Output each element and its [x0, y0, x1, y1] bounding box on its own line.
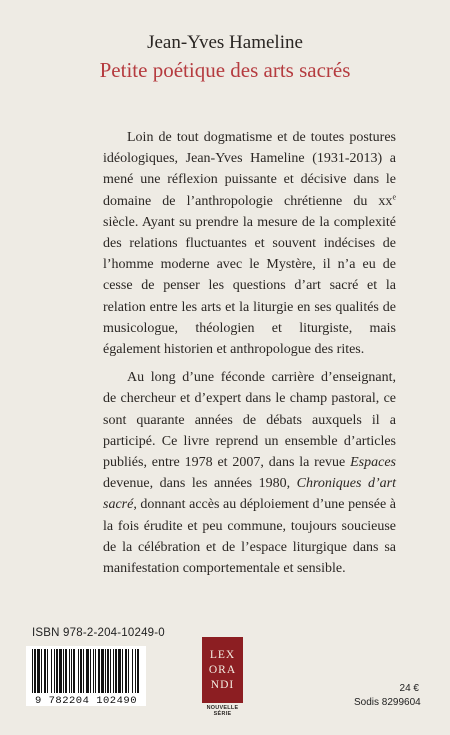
barcode-digits: 9 782204 102490 [34, 695, 137, 707]
barcode-bar [69, 649, 70, 693]
barcode-bar [34, 649, 36, 693]
barcode-bar [118, 649, 121, 693]
p1-text-b: siècle. Ayant su prendre la mesure de la complexité des relations fluctuantes et souvent indécises de l’homme moderne avec le Mystère, il n’a eu de cesse de penser les questions d’art sacré et la relation entre les arts et la liturgie en ses qualités de musicologue, théologien et liturgiste, mais également historien et anthropologue des rites. [103, 214, 396, 358]
p2-text-b: devenue, dans les années 1980, [103, 476, 297, 492]
barcode-bar [65, 649, 67, 693]
barcode-bar [51, 649, 52, 693]
barcode-bar [71, 649, 72, 693]
barcode-bar [78, 649, 79, 693]
barcode [26, 646, 146, 706]
barcode-bar [63, 649, 64, 693]
barcode-bars [30, 649, 142, 695]
sodis-code: Sodis 8299604 [354, 697, 421, 708]
barcode-bar [137, 649, 139, 693]
barcode-bar [122, 649, 123, 693]
barcode-bar [125, 649, 127, 693]
barcode-bar [86, 649, 89, 693]
series-label: NOUVELLE SÉRIE [206, 705, 239, 717]
journal-title-espaces: Espaces [350, 455, 396, 471]
barcode-bar [47, 649, 48, 693]
barcode-bar [101, 649, 104, 693]
barcode-bar [83, 649, 84, 693]
book-title: Petite poétique des arts sacrés [99, 58, 351, 82]
barcode-bar [132, 649, 133, 693]
blurb-paragraph-1 [103, 127, 396, 360]
barcode-bar [113, 649, 114, 693]
logo-line-1: LEX [209, 648, 236, 661]
lex-orandi-mark [202, 637, 243, 703]
barcode-bar [54, 649, 55, 693]
p1-text-a: Loin de tout dogmatisme et de toutes postures idéologiques, Jean-Yves Hameline (1931-2013) a mené une réflexion puissante et décisive dans le domaine de l’anthropologie chrétienne du xx [103, 130, 396, 209]
p2-text-c: , donnant accès au déploiement d’une pensée à la fois érudite et peu commune, toujours soucieuse de la célébration et de l’espace liturgique dans sa manifestation comportementale et sensible. [103, 497, 396, 577]
barcode-bar [98, 649, 100, 693]
journal-title-chroniques: Chroniques d’art sacré [103, 476, 396, 513]
barcode-bar [32, 649, 33, 693]
p2-text-a: Au long d’une féconde carrière d’enseignant, de chercheur et d’expert dans le champ pastoral, ce sont quarante années de débats auxquels il a participé. Ce livre reprend un ensemble d’articles publiés, entre 1978 et 2007, dans la revue [103, 370, 396, 471]
blurb-paragraph-2 [103, 367, 396, 579]
barcode-bar [37, 649, 40, 693]
barcode-bar [90, 649, 91, 693]
barcode-bar [128, 649, 129, 693]
barcode-bar [73, 649, 75, 693]
barcode-bar [110, 649, 111, 693]
p1-superscript: e [392, 191, 396, 201]
logo-line-2: ORA [208, 663, 237, 676]
collection-logo [202, 637, 243, 717]
barcode-bar [93, 649, 94, 693]
barcode-bar [115, 649, 117, 693]
blurb [103, 127, 396, 579]
barcode-bar [105, 649, 106, 693]
barcode-bar [56, 649, 58, 693]
barcode-bar [80, 649, 82, 693]
barcode-bar [135, 649, 136, 693]
barcode-bar [107, 649, 109, 693]
isbn-label: ISBN 978-2-204-10249-0 [32, 627, 165, 639]
logo-line-3: NDI [210, 678, 235, 691]
barcode-bar [44, 649, 46, 693]
barcode-bar [41, 649, 42, 693]
barcode-bar [95, 649, 96, 693]
price: 24 € [399, 683, 419, 694]
barcode-bar [59, 649, 62, 693]
author-name: Jean-Yves Hameline [147, 32, 303, 53]
